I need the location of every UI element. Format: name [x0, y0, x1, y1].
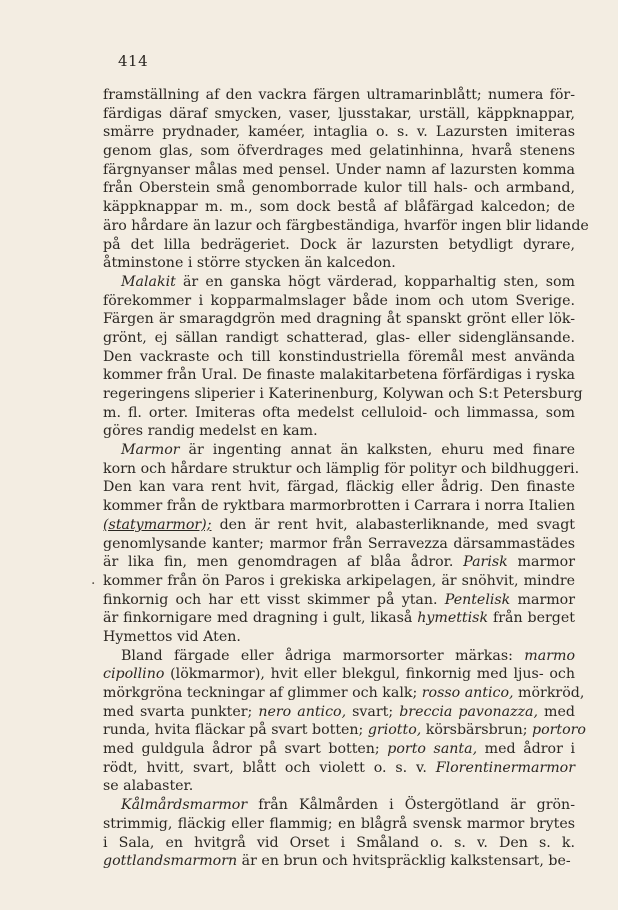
text-line [103, 385, 583, 404]
text-segment: finkornig och har ett visst skimmer på ytan. [103, 591, 445, 608]
text-line [103, 422, 575, 441]
text-segment: färgnyanser målas med pensel. Under namn af lazursten komma [103, 161, 575, 178]
italic-term: nero antico, [258, 703, 347, 720]
text-segment: den är rent hvit, alabasterliknande, med svagt [211, 516, 575, 533]
text-line [103, 198, 575, 217]
text-segment: göres randig medelst en kam. [103, 423, 318, 440]
text-segment: Den vackraste och till konstindustriella föremål mest använda [103, 348, 575, 365]
text-segment: kommer från ön Paros i grekiska arkipelagen, är snöhvit, mindre [103, 572, 575, 589]
text-line [103, 703, 575, 722]
text-line [103, 572, 575, 591]
text-segment: med [538, 703, 575, 720]
italic-term: Malakit [121, 273, 176, 290]
text-segment: rödt, hvitt, svart, blått och violett o. s. v. [103, 759, 436, 776]
text-line [103, 86, 575, 105]
text-segment: förekommer i kopparmalmslager både inom och utom Sverige. [103, 292, 575, 309]
text-line [103, 516, 575, 535]
text-segment: m. fl. orter. Imiteras ofta medelst celluloid- och limmassa, som [103, 404, 575, 421]
text-line [103, 684, 585, 703]
italic-term: Parisk [463, 554, 508, 571]
text-segment: med svarta punkter; [103, 703, 259, 720]
text-line [103, 348, 575, 367]
text-segment: från Kålmården i Östergötland är grön- [247, 797, 575, 814]
text-segment: Färgen är smaragdgrön med dragning åt spanskt grönt eller lök- [103, 311, 575, 328]
text-line [103, 796, 575, 815]
text-segment: runda, hvita fläckar på svart botten; [103, 722, 368, 739]
text-line [103, 740, 575, 759]
text-segment: från berget [488, 610, 575, 627]
text-segment: Bland färgade eller ådriga marmorsorter märkas: [121, 647, 525, 664]
margin-mark: · [91, 576, 96, 592]
text-line [103, 366, 575, 385]
text-line [103, 236, 575, 255]
text-segment: smärre prydnader, kaméer, intaglia o. s. v. Lazursten imiteras [103, 124, 575, 141]
text-segment: med ådror i [477, 741, 575, 758]
italic-term: rosso antico, [421, 685, 514, 701]
text-segment: käppknappar m. m., som dock bestå af blåfärgad kalcedon; de [103, 199, 575, 216]
text-line [103, 404, 575, 423]
italic-term: Pentelisk [444, 591, 511, 608]
italic-term: porto santa, [387, 741, 478, 758]
italic-term: breccia pavonazza, [399, 703, 539, 720]
italic-term: cipollino [103, 666, 165, 683]
text-segment: (lökmarmor), hvit eller blekgul, finkornig med ljus- och [164, 666, 575, 683]
text-line [103, 217, 589, 236]
text-segment: åtminstone i större stycken än kalcedon. [103, 255, 396, 272]
text-line [103, 647, 575, 666]
text-line [103, 535, 575, 554]
text-line [103, 721, 586, 740]
text-segment: genomlysande kanter; marmor från Serravezza därsammastädes [103, 535, 575, 552]
italic-term: (statymarmor); [103, 516, 212, 533]
text-line [103, 478, 575, 497]
text-line [103, 665, 575, 684]
text-line [103, 273, 575, 292]
text-line [103, 441, 575, 460]
text-line [103, 310, 575, 329]
text-segment: Den kan vara rent hvit, färgad, fläckig eller ådrig. Den finaste [103, 479, 575, 496]
text-segment: färdigas däraf smycken, vaser, ljusstakar, urställ, käppknappar, [103, 105, 575, 122]
text-line [103, 852, 575, 871]
text-segment: genom glas, som öfverdrages med gelatinhinna, hvarå stenens [103, 143, 575, 160]
text-line [103, 161, 575, 180]
italic-term: hymettisk [417, 610, 489, 627]
text-line [103, 105, 575, 124]
text-line [103, 777, 575, 796]
italic-term: griotto, [367, 722, 422, 739]
text-line [103, 142, 575, 161]
text-segment: regeringens sliperier i Katerinenburg, Kolywan och S:t Petersburg [103, 386, 583, 402]
text-line [103, 497, 575, 516]
italic-term: marmo [524, 647, 575, 664]
text-line [103, 123, 575, 142]
text-segment: grönt, ej sällan randigt schatterad, glas- eller sidenglänsande. [103, 329, 575, 346]
text-segment: från Oberstein små genomborrade kulor till hals- och armband, [103, 180, 575, 197]
text-segment: äro hårdare än lazur och färgbeständiga, hvarför ingen blir lidande [103, 217, 589, 234]
text-segment: marmor [507, 554, 576, 571]
text-segment: svart; [346, 703, 400, 720]
body-text [103, 86, 589, 871]
text-segment: är finkornigare med dragning i gult, likaså [103, 610, 418, 627]
text-segment: korn och hårdare struktur och lämplig för polityr och bildhuggeri. [103, 460, 580, 477]
text-line [103, 553, 575, 572]
text-segment: framställning af den vackra färgen ultramarinblått; numera för- [103, 87, 575, 103]
page-number: 414 [118, 52, 149, 70]
text-line [103, 329, 575, 348]
text-line [103, 254, 575, 273]
text-segment: är ingenting annat än kalksten, ehuru med finare [179, 442, 575, 459]
text-segment: på det lilla bedrägeriet. Dock är lazursten betydligt dyrare, [103, 236, 575, 253]
text-line [103, 834, 575, 853]
text-segment: marmor [510, 591, 576, 608]
text-segment: är en brun och hvitspräcklig kalkstensart, be- [237, 853, 571, 870]
text-line [103, 292, 575, 311]
text-segment: kommer från de ryktbara marmorbrotten i Carrara i norra Italien [103, 498, 575, 515]
italic-term: gottlandsmarmorn [103, 853, 238, 870]
text-line [103, 179, 575, 198]
italic-term: Marmor [121, 442, 180, 459]
text-segment: kommer från Ural. De finaste malakitarbetena förfärdigas i ryska [103, 367, 575, 384]
text-line [103, 759, 575, 778]
text-segment: se alabaster. [103, 778, 194, 795]
text-segment: mörkgröna teckningar af glimmer och kalk; [103, 685, 422, 701]
italic-term: portoro [532, 722, 586, 739]
text-line [103, 609, 575, 628]
text-segment: är en ganska högt värderad, kopparhaltig sten, som [175, 273, 575, 290]
text-segment: Hymettos vid Aten. [103, 628, 241, 645]
text-segment: i Sala, en hvitgrå vid Orset i Småland o. s. v. Den s. k. [103, 834, 575, 851]
text-segment: mörkröd, [513, 685, 585, 701]
italic-term: Florentinermarmor [435, 759, 575, 776]
text-line [103, 591, 575, 610]
text-line [103, 460, 580, 479]
text-segment: körsbärsbrun; [421, 722, 532, 739]
text-segment: med guldgula ådror på svart botten; [103, 741, 388, 758]
text-line [103, 815, 575, 834]
text-segment: är lika fin, men genomdragen af blåa ådror. [103, 554, 464, 571]
text-line [103, 628, 575, 647]
text-segment: strimmig, fläckig eller flammig; en blågrå svensk marmor brytes [103, 815, 575, 832]
italic-term: Kålmårdsmarmor [121, 797, 248, 814]
